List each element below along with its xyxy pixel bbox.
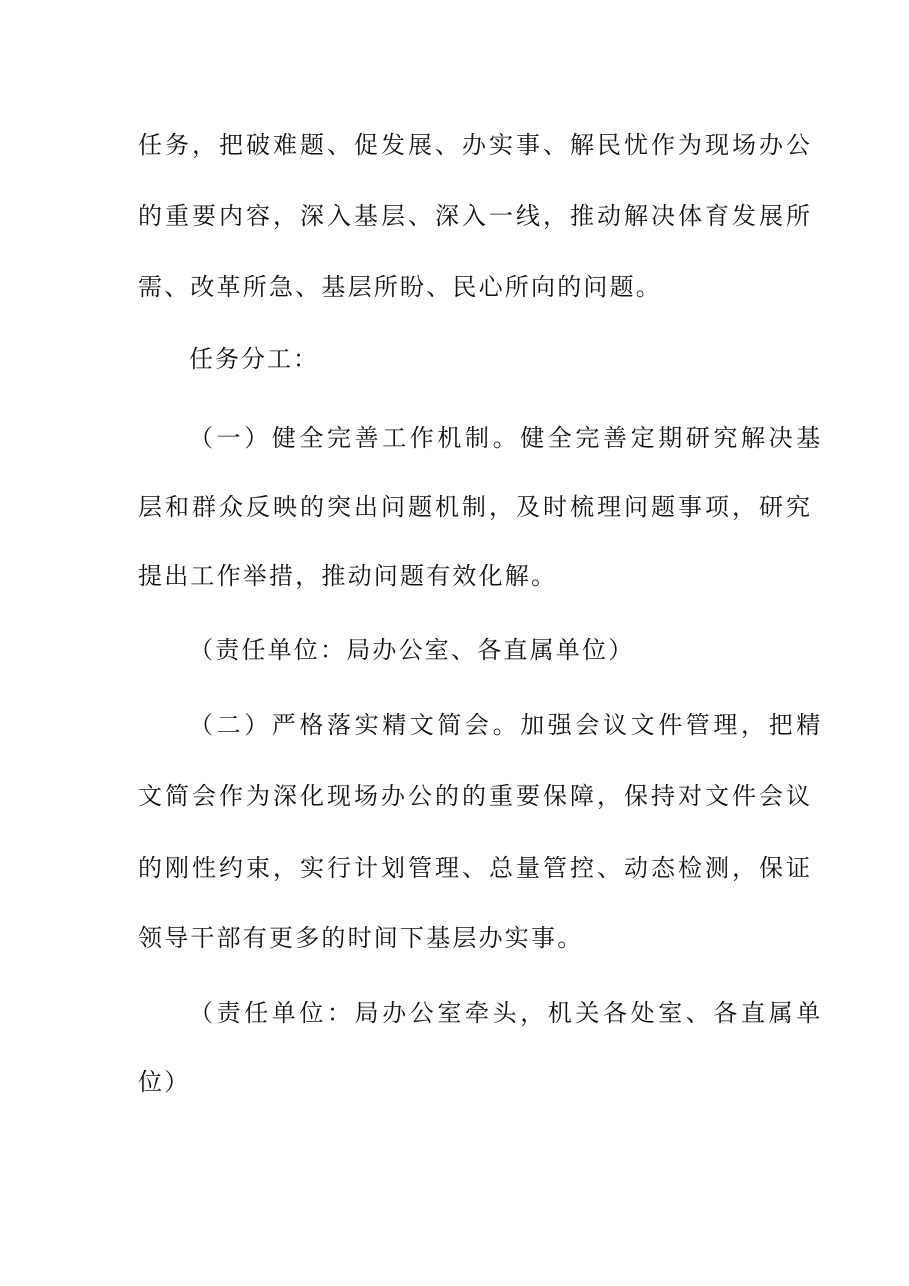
- text-line: [0, 339, 909, 379]
- text-line: [0, 630, 909, 670]
- line-text: 任务，把破难题、促发展、办实事、解民忧作为现场办公: [138, 131, 813, 159]
- text-line: [0, 918, 909, 958]
- text-line: [0, 705, 909, 745]
- line-text: 文简会作为深化现场办公的的重要保障，保持对文件会议: [138, 782, 813, 810]
- text-line: [0, 418, 909, 458]
- line-text: 的重要内容，深入基层、深入一线，推动解决体育发展所: [138, 202, 813, 230]
- line-text: 提出工作举措，推动问题有效化解。: [138, 562, 558, 590]
- text-line: [0, 487, 909, 527]
- text-line: [0, 196, 909, 236]
- line-text: 位）: [138, 1068, 191, 1096]
- line-text: （一）健全完善工作机制。健全完善定期研究解决基: [189, 424, 824, 452]
- line-text: （责任单位：局办公室牵头，机关各处室、各直属单: [189, 999, 824, 1027]
- line-text: 层和群众反映的突出问题机制，及时梳理问题事项，研究: [138, 493, 813, 521]
- line-text: 任务分工：: [189, 345, 319, 373]
- text-line: [0, 556, 909, 596]
- text-line: [0, 267, 909, 307]
- line-text: 需、改革所急、基层所盼、民心所向的问题。: [138, 273, 662, 301]
- line-text: （二）严格落实精文简会。加强会议文件管理，把精: [189, 711, 824, 739]
- line-text: （责任单位：局办公室、各直属单位）: [189, 636, 635, 664]
- text-line: [0, 125, 909, 165]
- line-text: 的刚性约束，实行计划管理、总量管控、动态检测，保证: [138, 854, 813, 882]
- line-text: 领导干部有更多的时间下基层办实事。: [138, 924, 584, 952]
- text-line: [0, 776, 909, 816]
- text-line: [0, 1062, 909, 1102]
- text-line: [0, 848, 909, 888]
- text-line: [0, 993, 909, 1033]
